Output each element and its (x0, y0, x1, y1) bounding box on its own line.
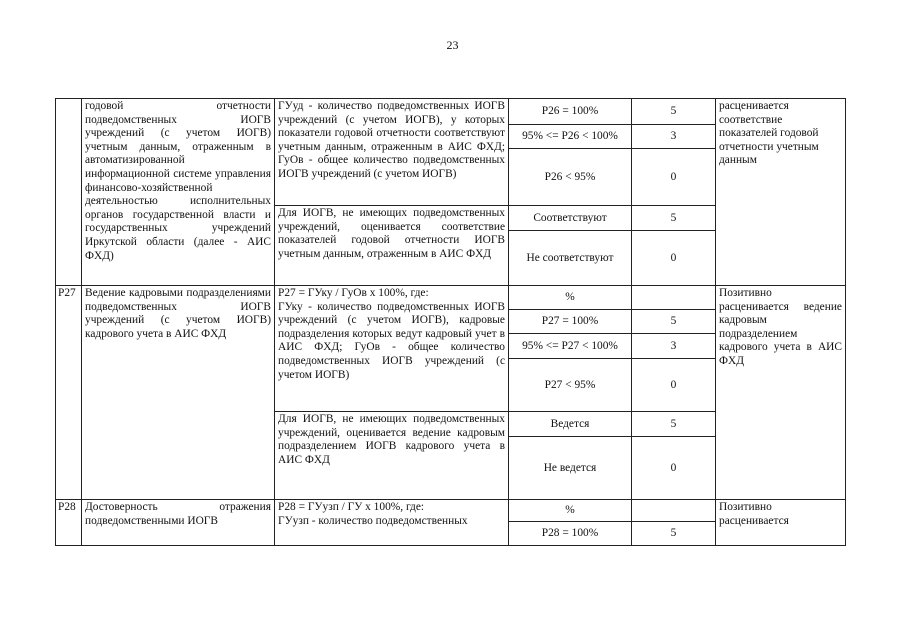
score-cell: 0 (632, 149, 716, 206)
table-row (56, 99, 846, 125)
condition-cell: Р26 = 100% (509, 99, 632, 125)
score-cell: 5 (632, 522, 716, 546)
score-cell: 5 (632, 412, 716, 437)
condition-cell: Соответствуют (509, 206, 632, 231)
row-code-cell (56, 99, 82, 286)
condition-cell: 95% <= Р26 < 100% (509, 125, 632, 149)
condition-cell: Р26 < 95% (509, 149, 632, 206)
condition-cell: Р28 = 100% (509, 522, 632, 546)
indicator-name-cell: годовой отчетности подведомственных ИОГВ учреждений (с учетом ИОГВ) учетным данным, отраженным в автоматизированной информационной системе управления финансово-хозяйственной деятельностью исполнительных органов государственной власти и государственных учреждений Иркутской области (далее - АИС ФХД) (82, 99, 275, 286)
assessment-cell: Позитивно расценивается (716, 500, 846, 546)
score-cell: 0 (632, 359, 716, 412)
condition-cell: Р27 < 95% (509, 359, 632, 412)
unit-cell: % (509, 500, 632, 522)
score-cell: 0 (632, 231, 716, 286)
formula-text: Р27 = ГУку / ГуОв х 100%, где: (278, 287, 429, 299)
score-cell: 5 (632, 206, 716, 231)
condition-cell: Р27 = 100% (509, 310, 632, 334)
formula-description: ГУузп - количество подведомственных (278, 514, 468, 527)
condition-cell: Не соответствуют (509, 231, 632, 286)
alternative-description-cell: Для ИОГВ, не имеющих подведомственных учреждений, оценивается ведение кадровым подразделением ИОГВ кадрового учета в АИС ФХД (275, 412, 509, 500)
formula-cell (275, 286, 509, 412)
formula-text: Р28 = ГУузп / ГУ х 100%, где: (278, 501, 425, 513)
table-row (56, 286, 846, 310)
score-cell: 3 (632, 125, 716, 149)
criteria-table (55, 98, 846, 546)
score-cell: 5 (632, 99, 716, 125)
assessment-cell: расценивается соответствие показателей годовой отчетности учетным данным (716, 99, 846, 286)
table-row (56, 500, 846, 522)
row-code-cell: Р27 (56, 286, 82, 500)
score-cell: 3 (632, 334, 716, 359)
condition-cell: Ведется (509, 412, 632, 437)
alternative-description-cell: Для ИОГВ, не имеющих подведомственных учреждений, оценивается соответствие показателей годовой отчетности ИОГВ учетным данным, отраженным в АИС ФХД (275, 206, 509, 286)
formula-description: ГУку - количество подведомственных ИОГВ учреждений (с учетом ИОГВ), кадровые подразделения которых ведут кадровый учет в АИС ФХД; ГуОв - общее количество подведомственных ИОГВ учреждений (с учетом ИОГВ) (278, 300, 505, 381)
indicator-name-cell: Ведение кадровыми подразделениями подведомственных ИОГВ учреждений (с учетом ИОГВ) кадрового учета в АИС ФХД (82, 286, 275, 500)
score-cell-empty (632, 500, 716, 522)
row-code-cell: Р28 (56, 500, 82, 546)
condition-cell: 95% <= Р27 < 100% (509, 334, 632, 359)
formula-cell (275, 500, 509, 546)
score-cell: 5 (632, 310, 716, 334)
score-cell: 0 (632, 437, 716, 500)
score-cell-empty (632, 286, 716, 310)
indicator-name-cell: Достоверность отражения подведомственными ИОГВ (82, 500, 275, 546)
unit-cell: % (509, 286, 632, 310)
page-number: 23 (446, 38, 459, 52)
condition-cell: Не ведется (509, 437, 632, 500)
formula-description-cell: ГУуд - количество подведомственных ИОГВ учреждений (с учетом ИОГВ), у которых показатели годовой отчетности соответствуют учетным данным, отраженным в АИС ФХД; ГуОв - общее количество подведомственных ИОГВ учреждений (с учетом ИОГВ) (275, 99, 509, 206)
assessment-cell: Позитивно расценивается ведение кадровым подразделением кадрового учета в АИС ФХД (716, 286, 846, 500)
